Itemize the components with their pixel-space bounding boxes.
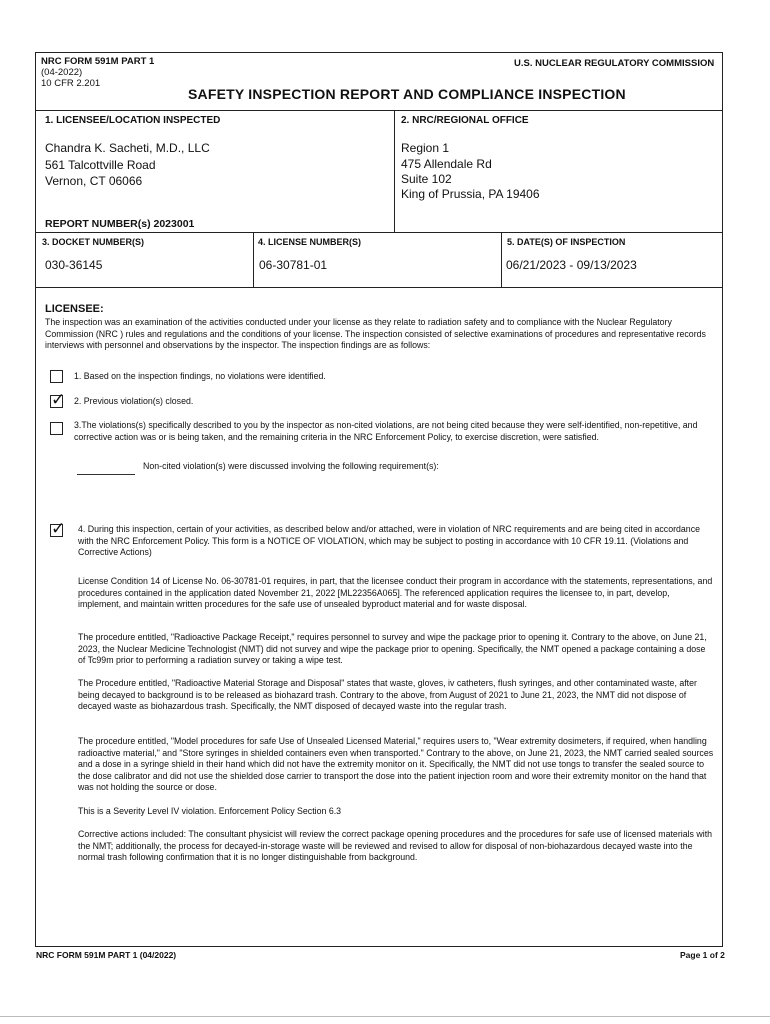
licensee-name: Chandra K. Sacheti, M.D., LLC: [45, 141, 210, 155]
page-title: SAFETY INSPECTION REPORT AND COMPLIANCE INSPECTION: [188, 86, 626, 102]
scan-edge-line: [0, 1016, 770, 1017]
licensee-intro: The inspection was an examination of the activities conducted under your license as they relate to radiation safety and to compliance with the Nuclear Regulatory Commission (NRC ) rules and regulations and the conditions of your license. The inspection consisted of selective examinations of procedures and representative records interviews with personnel and observations by the inspector. The inspection findings are as follows:: [45, 317, 706, 350]
paragraph-waste-disposal: The Procedure entitled, "Radioactive Material Storage and Disposal" states that waste, gloves, iv catheters, flush syringes, and other contaminated waste, after being decayed to background is to be released as biohazard trash. Contrary to the above, from August of 2021 to June 21, 2023, the NMT did not dispose of decayed waste as biohazardous trash. Specifically, the NMT disposed of decayed waste into the regular trash.: [78, 678, 697, 711]
section3-label: 3. DOCKET NUMBER(S): [42, 237, 145, 247]
page-number: Page 1 of 2: [680, 950, 725, 960]
divider: [35, 232, 723, 233]
section2-label: 2. NRC/REGIONAL OFFICE: [401, 115, 529, 126]
item1-checkbox[interactable]: [50, 370, 63, 383]
item3-checkbox[interactable]: [50, 422, 63, 435]
item2-text: 2. Previous violation(s) closed.: [74, 396, 194, 406]
blank-line: [77, 474, 135, 475]
paragraph-license-condition: License Condition 14 of License No. 06-30781-01 requires, in part, that the licensee conduct their program in accordance with the statements, representations, and procedures contained in the application dated November 21, 2022 [ML22356A065]. The referenced application requires the licensee to, in part, develop, implement, and maintain written procedures for the safe use of unsealed byproduct material and for waste disposal.: [78, 576, 713, 609]
item4-text: 4. During this inspection, certain of your activities, as described below and/or attached, were in violation of NRC requirements and are being cited in accordance with the NRC Enforcement Policy. This form is a NOTICE OF VIOLATION, which may be subject to posting in accordance with 10 CFR 19.11. (Violations and Corrective Actions): [78, 524, 700, 557]
item4-checkbox[interactable]: [50, 519, 66, 539]
section4-label: 4. LICENSE NUMBER(S): [258, 237, 362, 247]
office-suite: Suite 102: [401, 172, 452, 186]
divider: [501, 232, 502, 287]
license-number: 06-30781-01: [259, 258, 328, 272]
docket-number: 030-36145: [45, 258, 103, 272]
paragraph-package-receipt: The procedure entitled, "Radioactive Package Receipt," requires personnel to survey and wipe the package prior to opening it. Contrary to the above, on June 21, 2023, the Nuclear Medicine Technologist (NMT) did not survey and wipe the package prior to opening. Specifically, the NMT opened a package containing a dose of Tc99m prior to performing a radiation survey or taking a wipe test.: [78, 632, 707, 665]
checkmark-icon: ✓: [51, 519, 66, 539]
licensee-street: 561 Talcottville Road: [45, 158, 156, 172]
report-number: REPORT NUMBER(s) 2023001: [45, 218, 195, 230]
office-region: Region 1: [401, 141, 450, 155]
paragraph-corrective-actions: Corrective actions included: The consultant physicist will review the correct package opening procedures and the procedures for safe use of licensed materials with the NMT; additionally, the process for decayed-in-storage waste will be reviewed and revised to allow for disposal of non-biohazardous decayed waste into the normal trash following confirmation that it is no longer distinguishable from background.: [78, 829, 713, 862]
form-name: NRC FORM 591M PART 1: [41, 56, 155, 67]
paragraph-unsealed-material: The procedure entitled, "Model procedures for safe Use of Unsealed Licensed Material," requires users to, "Wear extremity dosimeters, if required, when handling radioactive material," and "Store syringes in shielded containers even when transported." Contrary to the above, on June 21, 2023, the NMT carried sealed sources and a dose in a syringe shield in their hand which did not have the extremity monitor on it. Specifically, the NMT did not use tongs to transfer the sealed source to the dose calibrator and did not use the shielded dose carrier to transport the dose into the patient injection room and wore their extremity monitor on the hand that was not holding the source or dose.: [78, 736, 714, 792]
divider: [253, 232, 254, 287]
agency-name: U.S. NUCLEAR REGULATORY COMMISSION: [514, 58, 715, 69]
section1-label: 1. LICENSEE/LOCATION INSPECTED: [45, 115, 221, 126]
footer-form: NRC FORM 591M PART 1 (04/2022): [36, 950, 177, 960]
divider: [35, 287, 723, 288]
licensee-heading: LICENSEE:: [45, 303, 104, 315]
office-city: King of Prussia, PA 19406: [401, 187, 540, 201]
section5-label: 5. DATE(S) OF INSPECTION: [507, 237, 626, 247]
form-date: (04-2022): [41, 67, 83, 78]
inspection-dates: 06/21/2023 - 09/13/2023: [506, 258, 637, 272]
item2-checkbox[interactable]: [50, 390, 66, 410]
item3-text: 3.The violations(s) specifically described to you by the inspector as non-cited violations, are not being cited because they were self-identified, non-repetitive, and corrective action was or is being taken, and the remaining criteria in the NRC Enforcement Policy, to exercise discretion, were satisfied.: [74, 420, 698, 442]
item1-text: 1. Based on the inspection findings, no violations were identified.: [74, 371, 326, 381]
licensee-city: Vernon, CT 06066: [45, 174, 143, 188]
noncited-text: Non-cited violation(s) were discussed involving the following requirement(s):: [143, 461, 439, 471]
divider: [394, 110, 395, 232]
office-street: 475 Allendale Rd: [401, 157, 492, 171]
divider: [35, 110, 723, 111]
paragraph-severity: This is a Severity Level IV violation. Enforcement Policy Section 6.3: [78, 806, 342, 816]
checkmark-icon: ✓: [51, 390, 66, 410]
cfr-reference: 10 CFR 2.201: [41, 78, 101, 89]
